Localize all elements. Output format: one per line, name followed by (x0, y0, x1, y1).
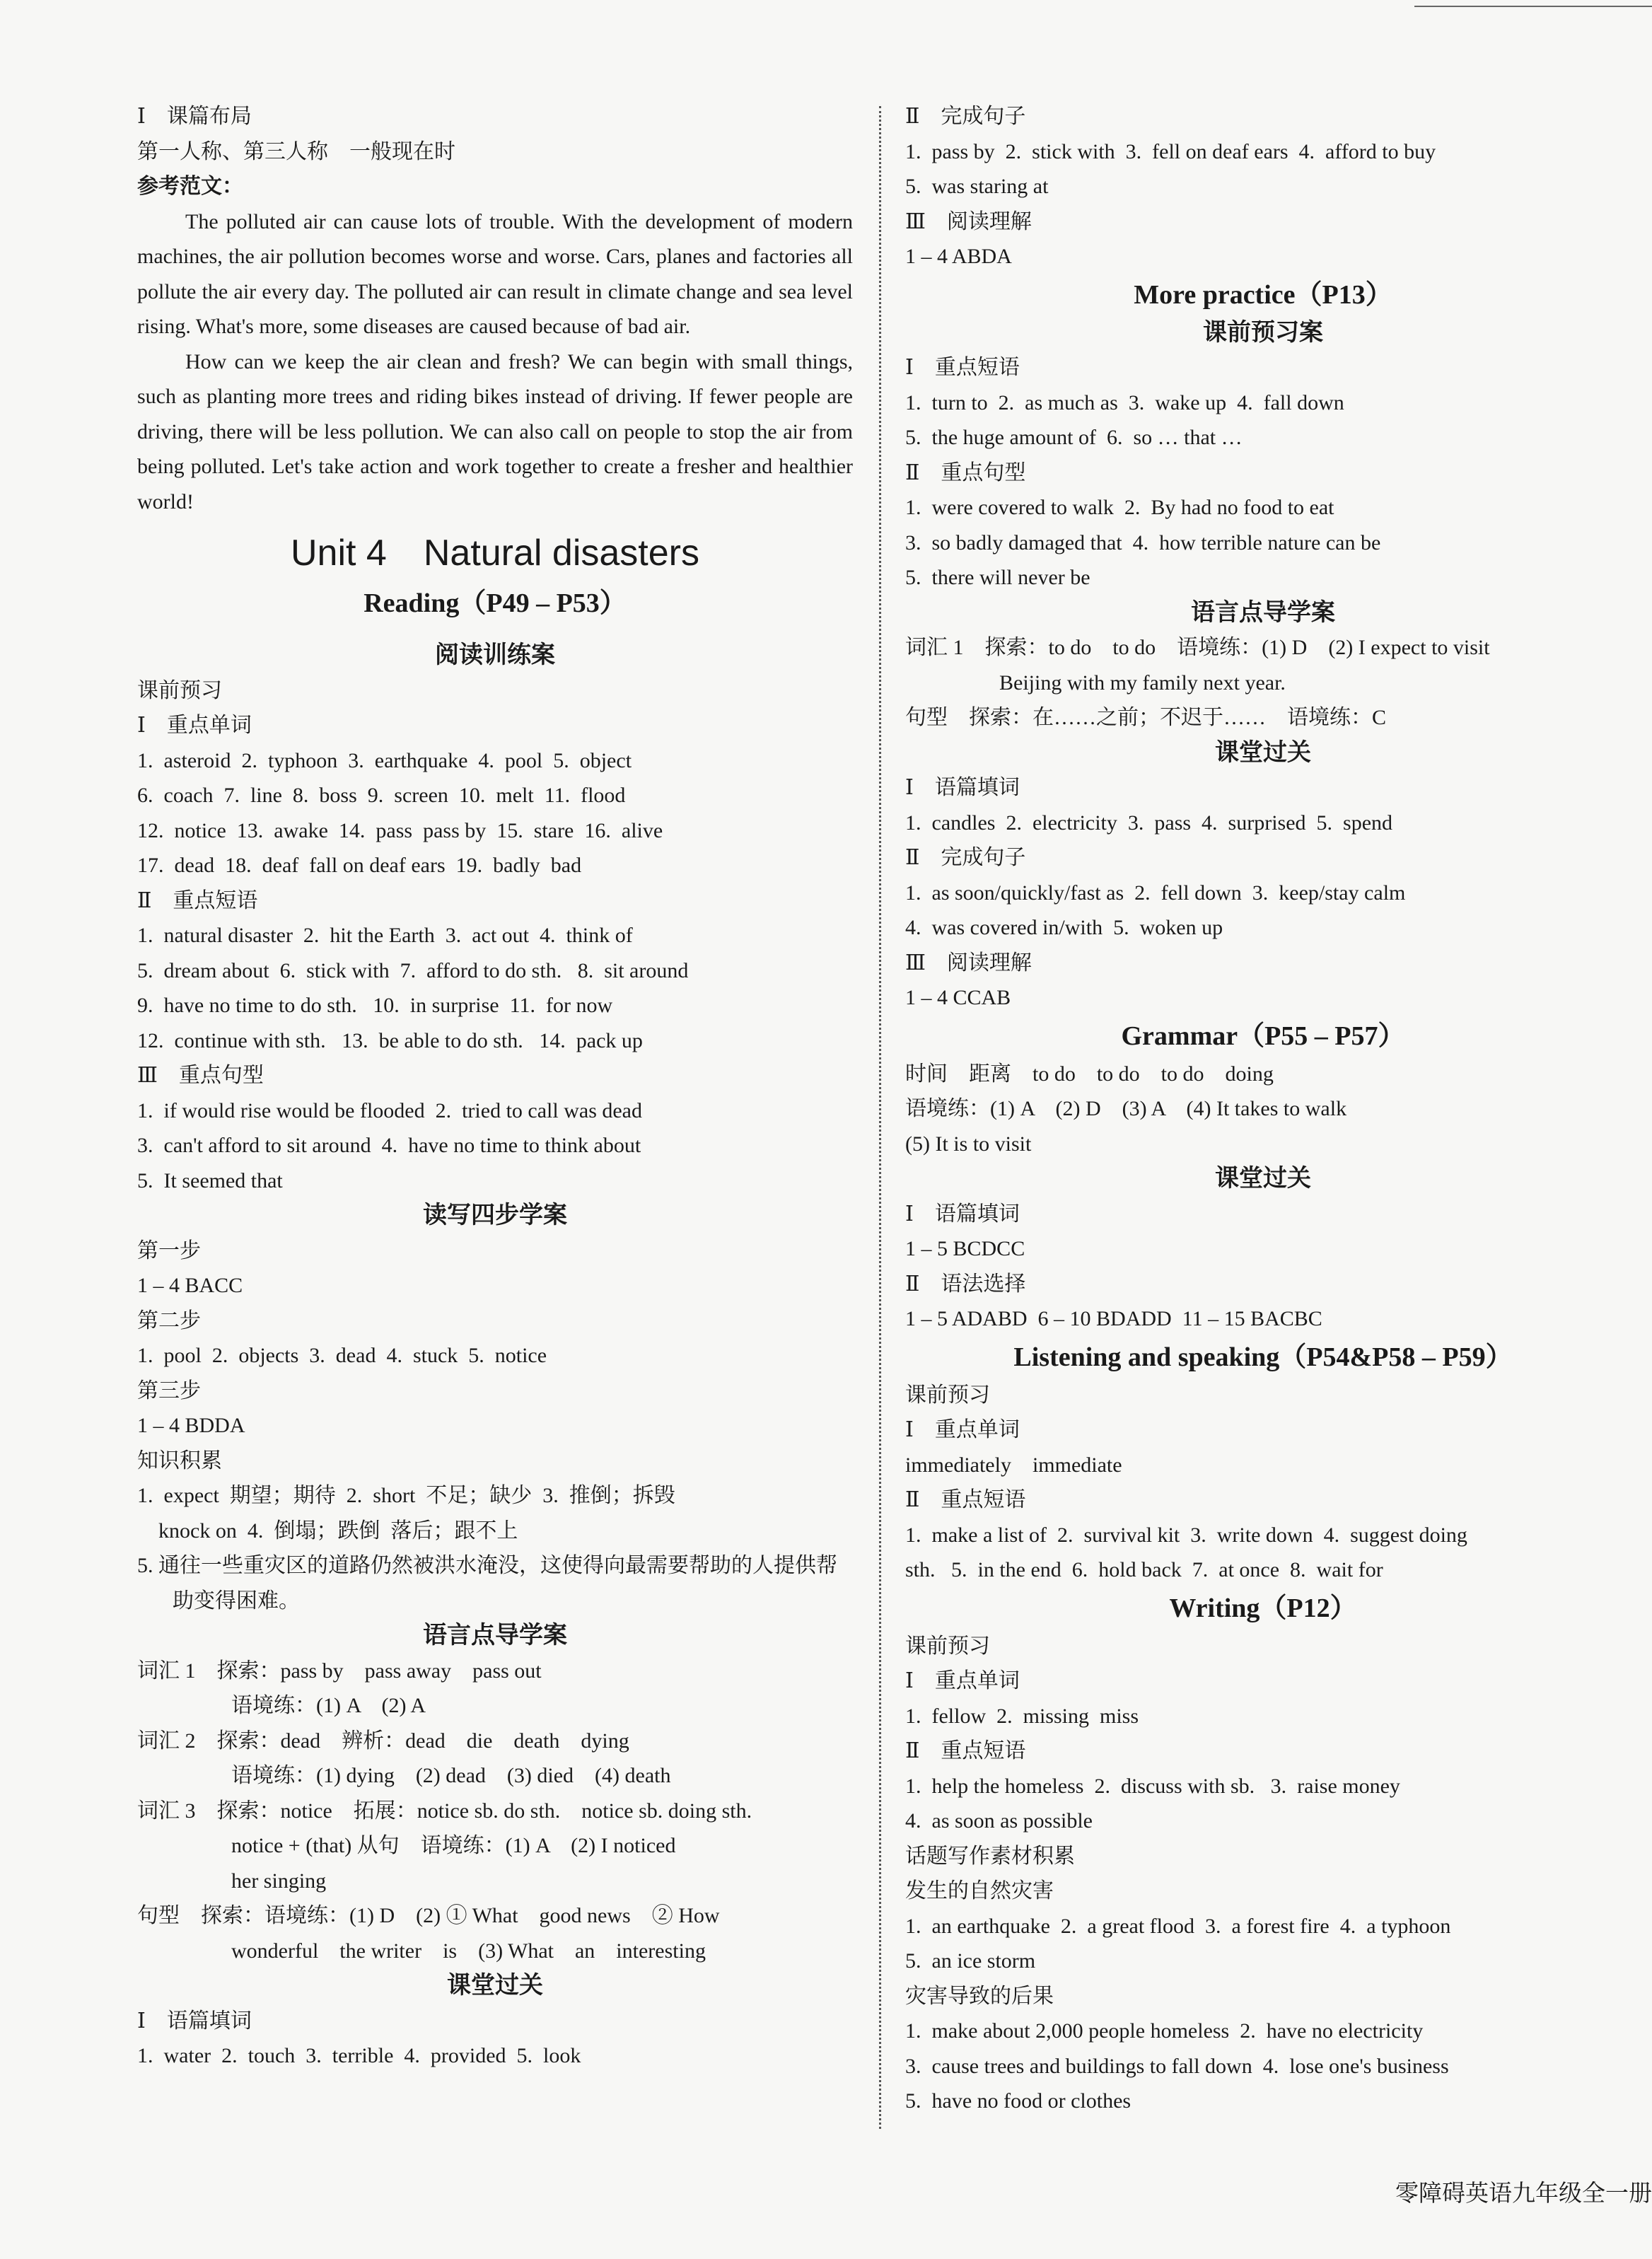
text-line: Ⅰ 语篇填词 (137, 2009, 252, 2033)
writing-title: Writing（P12） (1169, 1593, 1357, 1623)
text-line: 5. there will never be (905, 566, 1090, 589)
text-line: 第一步 (137, 1238, 201, 1262)
writing-lines (905, 1629, 1621, 2119)
right-class-lines-2 (905, 1197, 1621, 1337)
text-line: 1. water 2. touch 3. terrible 4. provided 5. look (137, 2044, 581, 2067)
text-line: 知识积累 (137, 1448, 222, 1473)
reading-sub-title: 阅读训练案 (435, 642, 555, 668)
text-line: Ⅰ 重点单词 (905, 1669, 1020, 1692)
text-line: 1 – 4 BACC (137, 1274, 243, 1297)
text-line: sth. 5. in the end 6. hold back 7. at once 8. wait for (905, 1558, 1383, 1581)
text-line: 5. an ice storm (905, 1949, 1036, 1973)
right-top-lines (905, 99, 1621, 274)
text-line: 句型 探索：在……之前；不迟于…… 语境练：C (905, 706, 1387, 729)
text-line: Ⅱ 重点句型 (905, 460, 1026, 484)
reading-title: Reading（P49 – P53） (363, 588, 627, 618)
text-line: 词汇 3 探索：notice 拓展：notice sb. do sth. notice sb. doing sth. (137, 1799, 752, 1823)
text-line: 时间 距离 to do to do to do doing (905, 1062, 1274, 1086)
text-line: 1. help the homeless 2. discuss with sb. 3. raise money (905, 1774, 1400, 1798)
text-line: notice + (that) 从句 语境练：(1) A (2) I noticed (231, 1834, 676, 1857)
text-line: 1. candles 2. electricity 3. pass 4. surprised 5. spend (905, 811, 1393, 835)
text-line: Ⅱ 重点短语 (137, 888, 258, 912)
right-column (905, 99, 1621, 2119)
footer-book-title: 零障碍英语九年级全一册 (1395, 2179, 1652, 2207)
text-line: 12. continue with sth. 13. be able to do sth. 14. pack up (137, 1028, 643, 1052)
text-line: 课前预习 (137, 678, 222, 702)
text-line: Ⅱ 完成句子 (905, 105, 1026, 128)
text-line: 课前预习 (905, 1634, 990, 1658)
four-steps-title: 读写四步学案 (423, 1202, 567, 1229)
text-line: 第二步 (137, 1308, 201, 1332)
text-line: 1. natural disaster 2. hit the Earth 3. act out 4. think of (137, 924, 633, 947)
unit-title: Unit 4 Natural disasters (291, 533, 699, 574)
preview-lines (905, 350, 1621, 596)
listening-lines (905, 1378, 1621, 1588)
left-column (137, 99, 853, 2074)
text-line: 5. have no food or clothes (905, 2089, 1132, 2113)
text-line: 1. fellow 2. missing miss (905, 1704, 1139, 1728)
text-line: 1. an earthquake 2. a great flood 3. a forest fire 4. a typhoon (905, 1914, 1451, 1938)
text-line: 1. pool 2. objects 3. dead 4. stuck 5. notice (137, 1344, 547, 1367)
text-line: her singing (231, 1869, 327, 1893)
text-line: 词汇 1 探索：to do to do 语境练：(1) D (2) I expect to visit (905, 636, 1490, 659)
text-line: Ⅱ 语法选择 (905, 1272, 1026, 1296)
text-line: 3. can't afford to sit around 4. have no time to think about (137, 1134, 641, 1157)
text-line: Ⅰ 语篇填词 (905, 776, 1020, 799)
text-line: 1. make a list of 2. survival kit 3. write down 4. suggest doing (905, 1523, 1467, 1547)
text-line: 1 – 5 BCDCC (905, 1237, 1025, 1260)
sample-paragraph-1: The polluted air can cause lots of trouble. With the development of modern machines, the air pollution becomes worse and worse. Cars, planes and factories all pollute the air every day. The polluted air can result in climate change and sea level rising. What's more, some diseases are caused because of bad air. (137, 209, 853, 338)
grammar-title: Grammar（P55 – P57） (1121, 1021, 1405, 1051)
text-line: 话题写作素材积累 (905, 1844, 1075, 1868)
text-line: 1. pass by 2. stick with 3. fell on deaf ears 4. afford to buy (905, 139, 1436, 163)
class-lines (137, 2004, 853, 2074)
text-line: 5. dream about 6. stick with 7. afford to do sth. 8. sit around (137, 958, 689, 982)
text-line: Ⅲ 重点句型 (137, 1064, 264, 1087)
text-line: 1 – 5 ADABD 6 – 10 BDADD 11 – 15 BACBC (905, 1307, 1322, 1330)
text-line: 1 – 4 BDDA (137, 1414, 245, 1437)
text-line: 课前预习 (905, 1383, 990, 1407)
text-line: 9. have no time to do sth. 10. in surprise 11. for now (137, 994, 613, 1017)
text-line: Ⅱ 完成句子 (905, 846, 1026, 869)
text-line: 1. as soon/quickly/fast as 2. fell down 3. keep/stay calm (905, 881, 1406, 905)
sample-paragraph-2: How can we keep the air clean and fresh? We can begin with small things, such as planting more trees and riding bikes instead of driving. If fewer people are driving, there will be less pollution. We can also call on people to stop the air from being polluted. Let's take action and work together to create a fresher and healthier world! (137, 349, 853, 513)
top-rule (1414, 6, 1652, 7)
text-line: Ⅱ 重点短语 (905, 1739, 1026, 1763)
text-line: 4. as soon as possible (905, 1809, 1093, 1833)
right-guide-title: 语言点导学案 (1191, 599, 1335, 626)
text-line: 1 – 4 CCAB (905, 986, 1011, 1009)
text-line: 1 – 4 ABDA (905, 245, 1012, 268)
text-line: immediately immediate (905, 1453, 1122, 1477)
text-line: 1. were covered to walk 2. By had no food to eat (905, 496, 1334, 519)
text-line: 词汇 2 探索：dead 辨析：dead die death dying (137, 1729, 629, 1753)
preview-title: 课前预习案 (1203, 319, 1323, 346)
text-line: Ⅰ 重点单词 (905, 1418, 1020, 1441)
text-line: 第三步 (137, 1378, 201, 1403)
column-divider (879, 106, 881, 2129)
text-line: 发生的自然灾害 (905, 1879, 1054, 1903)
listening-title: Listening and speaking（P54&P58 – P59） (1013, 1342, 1513, 1372)
text-line: 3. so badly damaged that 4. how terrible nature can be (905, 530, 1381, 554)
text-line: 3. cause trees and buildings to fall down 4. lose one's business (905, 2054, 1449, 2078)
text-line: 1. asteroid 2. typhoon 3. earthquake 4. pool 5. object (137, 748, 632, 772)
reading-preview-lines (137, 673, 853, 1199)
text-line: 5. It seemed that (137, 1168, 283, 1192)
text-line: Ⅰ 重点单词 (137, 714, 252, 737)
right-guide-lines (905, 630, 1621, 736)
left-guide-title: 语言点导学案 (423, 1622, 567, 1649)
right-class-lines-1 (905, 770, 1621, 1016)
text-line: Ⅰ 重点短语 (905, 356, 1020, 379)
four-steps-lines (137, 1233, 853, 1549)
text-line: 4. was covered in/with 5. woken up (905, 916, 1223, 939)
text-line: Ⅲ 阅读理解 (905, 951, 1032, 975)
text-line: Beijing with my family next year. (999, 670, 1286, 695)
guide-lines (137, 1654, 853, 1969)
text-line: Ⅰ 语篇填词 (905, 1202, 1020, 1226)
grammar-lines (905, 1057, 1621, 1162)
text-line: 17. dead 18. deaf fall on deaf ears 19. badly bad (137, 854, 582, 877)
text-line: 1. expect 期望；期待 2. short 不足；缺少 3. 推倒；拆毁 (137, 1484, 675, 1507)
text-line: Ⅲ 阅读理解 (905, 209, 1032, 233)
text-line: 语境练：(1) A (2) A (231, 1694, 426, 1717)
text-line: 语境练：(1) dying (2) dead (3) died (4) death (231, 1764, 671, 1787)
text-line: wonderful the writer is (3) What an interesting (231, 1939, 706, 1963)
right-class-title-2: 课堂过关 (1215, 1166, 1311, 1192)
text-line: 1. make about 2,000 people homeless 2. have no electricity (905, 2019, 1424, 2043)
text-line: 语境练：(1) A (2) D (3) A (4) It takes to walk (905, 1097, 1347, 1120)
right-class-title-1: 课堂过关 (1215, 739, 1311, 766)
text-line: 12. notice 13. awake 14. pass pass by 15. stare 16. alive (137, 818, 663, 842)
text-line: Ⅰ 课篇布局 (137, 105, 252, 128)
text-line: (5) It is to visit (905, 1132, 1032, 1156)
text-line: 5. the huge amount of 6. so … that … (905, 426, 1243, 449)
text-line: 5. was staring at (905, 175, 1049, 198)
left-class-title: 课堂过关 (447, 1973, 543, 1999)
text-line: 第一人称、第三人称 一般现在时 (137, 139, 455, 163)
text-line: Ⅱ 重点短语 (905, 1488, 1026, 1511)
text-line: 句型 探索：语境练：(1) D (2) ① What good news ② How (137, 1904, 720, 1927)
text-line: 灾害导致的后果 (905, 1984, 1054, 2008)
more-practice-title: More practice（P13） (1134, 279, 1392, 310)
left-top-lines (137, 99, 853, 169)
text-line: 词汇 1 探索：pass by pass away pass out (137, 1659, 542, 1683)
text-line: 1. turn to 2. as much as 3. wake up 4. fall down (905, 390, 1344, 414)
text-line: 6. coach 7. line 8. boss 9. screen 10. melt 11. flood (137, 784, 626, 807)
text-line: 1. if would rise would be flooded 2. tried to call was dead (137, 1098, 642, 1122)
text-line: knock on 4. 倒塌；跌倒 落后；跟不上 (137, 1518, 518, 1543)
knowledge-item-5: 5. 通往一些重灾区的道路仍然被洪水淹没，这使得向最需要帮助的人提供帮助变得困难。 (137, 1554, 837, 1613)
sample-heading: 参考范文： (137, 175, 243, 198)
